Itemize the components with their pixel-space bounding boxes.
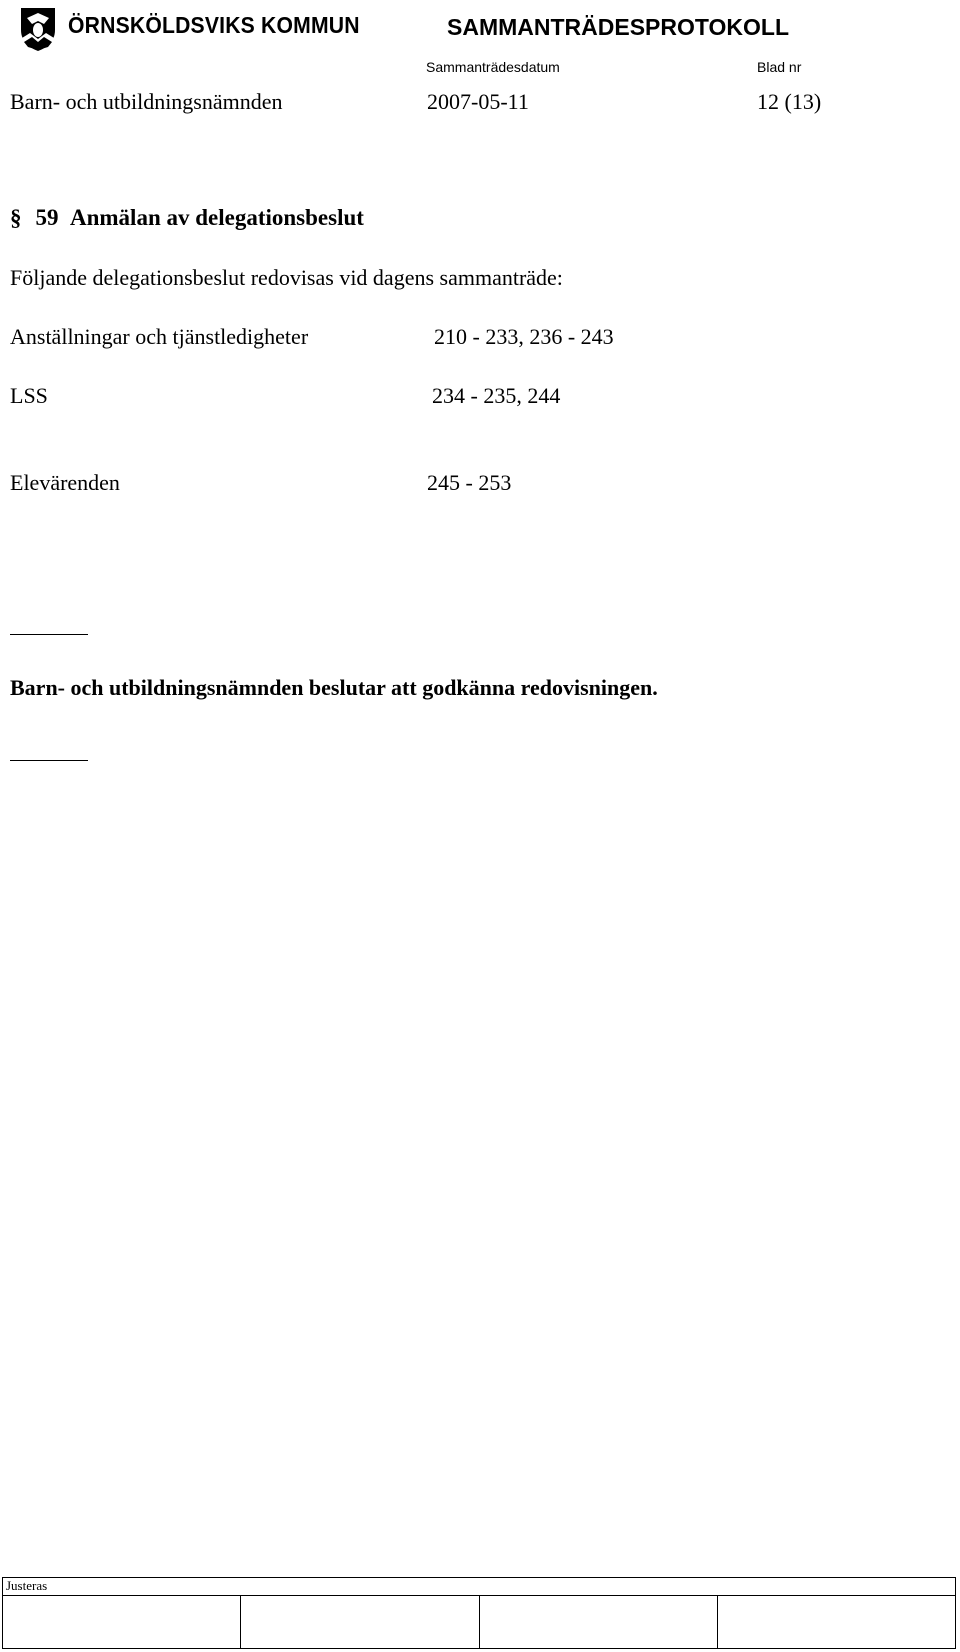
organization-name: ÖRNSKÖLDSVIKS KOMMUN — [68, 12, 360, 38]
signature-box — [717, 1596, 955, 1649]
section-title: Anmälan av delegationsbeslut — [70, 205, 364, 230]
municipality-logo — [18, 6, 360, 52]
signature-box — [241, 1596, 479, 1649]
intro-text: Följande delegationsbeslut redovisas vid dagens sammanträde: — [10, 265, 563, 290]
page-label: Blad nr — [757, 59, 802, 75]
item-value: 210 - 233, 236 - 243 — [434, 324, 614, 349]
section-heading — [10, 205, 364, 231]
signature-table — [2, 1577, 956, 1649]
meeting-date: 2007-05-11 — [427, 89, 529, 114]
separator-line — [10, 760, 88, 761]
item-label: Anställningar och tjänstledigheter — [10, 324, 309, 349]
coat-of-arms-icon — [18, 6, 58, 52]
item-label: LSS — [10, 383, 48, 408]
document-type: SAMMANTRÄDESPROTOKOLL — [447, 14, 790, 40]
item-label: Elevärenden — [10, 470, 120, 495]
committee-name: Barn- och utbildningsnämnden — [10, 89, 283, 114]
item-value: 245 - 253 — [427, 470, 512, 495]
item-value: 234 - 235, 244 — [432, 383, 561, 408]
separator-line — [10, 634, 88, 635]
signature-box — [479, 1596, 717, 1649]
decision-text: Barn- och utbildningsnämnden beslutar att godkänna redovisningen. — [10, 675, 658, 700]
signature-box — [3, 1596, 241, 1649]
page-number: 12 (13) — [757, 89, 822, 114]
date-label: Sammanträdesdatum — [426, 59, 560, 75]
paragraph-symbol: § — [10, 205, 22, 230]
signature-label: Justeras — [3, 1578, 956, 1596]
section-number: 59 — [35, 205, 59, 230]
